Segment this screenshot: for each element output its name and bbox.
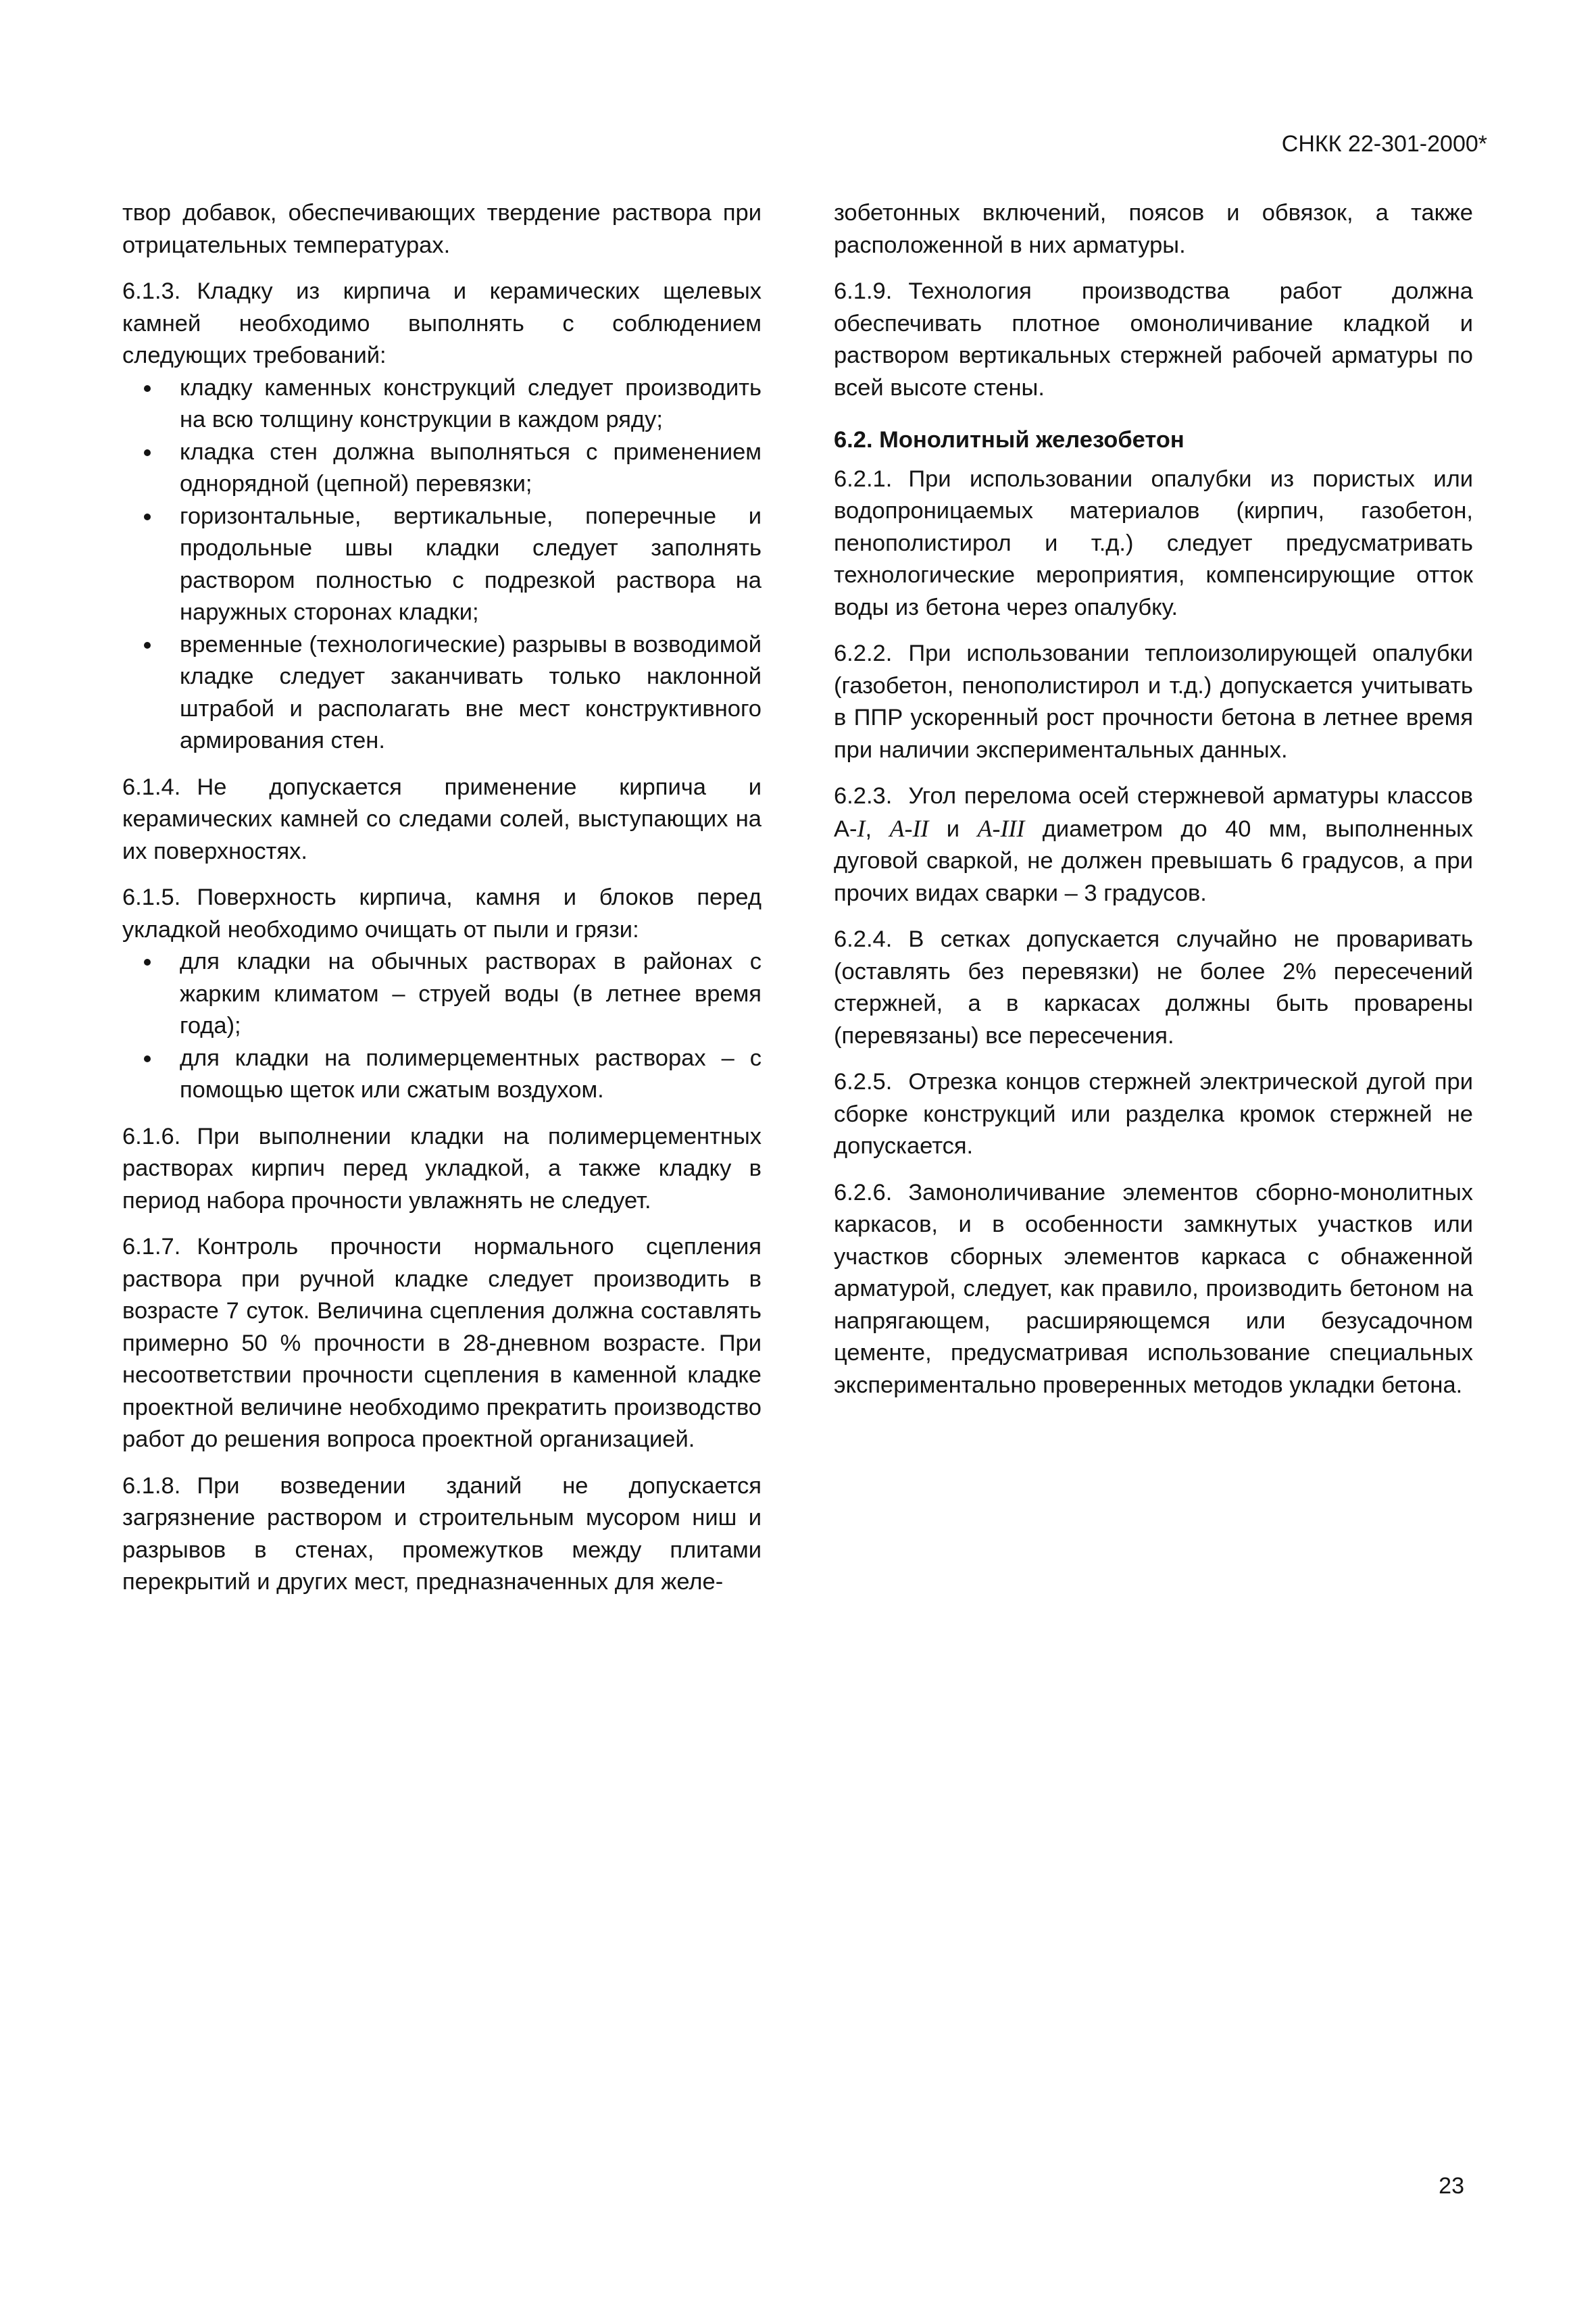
clause-text: Кладку из кирпича и керамических щелевых камней необходимо выполнять с соблюдением следующих требований:: [122, 278, 762, 368]
clause-text: Угол перелома осей стержневой арматуры классов А-: [834, 783, 1473, 842]
steel-class-3: A-III: [977, 814, 1025, 842]
clause-number: 6.1.6.: [122, 1123, 181, 1149]
paragraph-6-1-8: [122, 1470, 762, 1599]
clause-number: 6.1.4.: [122, 774, 181, 800]
clause-number: 6.1.9.: [834, 278, 893, 304]
left-column: [122, 197, 762, 1599]
paragraph-6-2-4: [834, 924, 1473, 1052]
bullet-list-6-1-5: [122, 946, 762, 1107]
clause-text: Поверхность кирпича, камня и блоков перед укладкой необходимо очищать от пыли и грязи:: [122, 885, 762, 943]
clause-text: Контроль прочности нормального сцепления раствора при ручной кладке следует производить в возрасте 7 суток. Величина сцепления должна составлять примерно 50 % прочности в 28-дневном возрасте. При несоответствии прочности сцепления в каменной кладке проектной величине необходимо прекратить производство работ до решения вопроса проектной организацией.: [122, 1234, 762, 1452]
clause-text: Не допускается применение кирпича и керамических камней со следами солей, выступающих на их поверхностях.: [122, 774, 762, 864]
paragraph-6-1-5: [122, 882, 762, 946]
clause-number: 6.2.6.: [834, 1179, 893, 1205]
bullet-list-6-1-3: [122, 372, 762, 757]
clause-text: Технология производства работ должна обеспечивать плотное омоноличивание кладкой и раствором вертикальных стержней рабочей арматуры по всей высоте стены.: [834, 278, 1473, 401]
clause-number: 6.2.4.: [834, 926, 893, 952]
list-item: кладку каменных конструкций следует производить на всю толщину конструкции в каждом ряду;: [122, 372, 762, 437]
clause-number: 6.2.5.: [834, 1069, 893, 1095]
clause-text: Отрезка концов стержней электрической дугой при сборке конструкций или разделка кромок стержней не допускается.: [834, 1069, 1473, 1159]
paragraph-6-1-6: [122, 1121, 762, 1218]
clause-text: Замоноличивание элементов сборно-монолитных каркасов, и в особенности замкнутых участков или участков сборных элементов каркаса с обнаженной арматурой, следует, как правило, производить бетоном на напрягающем, расширяющемся или безусадочном цементе, предусматривая использование специальных экспериментально проверенных методов укладки бетона.: [834, 1179, 1473, 1398]
paragraph-6-2-6: [834, 1177, 1473, 1402]
paragraph-continuation: зобетонных включений, поясов и обвязок, а также расположенной в них арматуры.: [834, 200, 1473, 258]
paragraph-6-2-2: [834, 638, 1473, 766]
clause-number: 6.2.1.: [834, 466, 893, 492]
list-item: для кладки на обычных растворах в районах с жарким климатом – струей воды (в летнее время года);: [122, 946, 762, 1043]
list-item: кладка стен должна выполняться с применением однорядной (цепной) перевязки;: [122, 437, 762, 501]
clause-text: В сетках допускается случайно не проваривать (оставлять без перевязки) не более 2% пересечений стержней, а в каркасах должны быть проварены (перевязаны) все пересечения.: [834, 926, 1473, 1049]
paragraph-6-1-4: [122, 772, 762, 868]
clause-text: При выполнении кладки на полимерцементных растворах кирпич перед укладкой, а также кладку в период набора прочности увлажнять не следует.: [122, 1123, 762, 1214]
list-item: горизонтальные, вертикальные, поперечные и продольные швы кладки следует заполнять раствором полностью с подрезкой раствора на наружных сторонах кладки;: [122, 501, 762, 629]
clause-text: и: [928, 816, 978, 842]
clause-number: 6.1.7.: [122, 1234, 181, 1260]
paragraph-6-1-3: [122, 276, 762, 372]
clause-number: 6.1.5.: [122, 885, 181, 910]
clause-text: При использовании опалубки из пористых или водопроницаемых материалов (кирпич, газобетон, пенополистирол и т.д.) следует предусматривать технологические мероприятия, компенсирующие отток воды из бетона через опалубку.: [834, 466, 1473, 620]
list-item: для кладки на полимерцементных растворах – с помощью щеток или сжатым воздухом.: [122, 1043, 762, 1107]
paragraph-6-2-3: [834, 780, 1473, 910]
clause-number: 6.1.8.: [122, 1472, 181, 1499]
steel-class-1: I: [857, 814, 866, 842]
right-column: [834, 197, 1473, 1401]
clause-text: При возведении зданий не допускается загрязнение раствором и строительным мусором ниш и разрывов в стенах, промежутков между плитами перекрытий и других мест, предназначенных для желе-: [122, 1472, 762, 1595]
clause-number: 6.2.3.: [834, 783, 893, 809]
clause-text: диаметром до 40 мм, выполненных дуговой сваркой, не должен превышать 6 градусов, а при прочих видах сварки – 3 градусов.: [834, 816, 1474, 906]
section-heading-6-2: 6.2. Монолитный железобетон: [834, 427, 1184, 453]
clause-number: 6.1.3.: [122, 278, 181, 304]
steel-class-2: A-II: [889, 814, 929, 842]
paragraph-6-2-1: [834, 464, 1473, 624]
paragraph-continuation: твор добавок, обеспечивающих твердение раствора при отрицательных температурах.: [122, 200, 762, 258]
clause-text: При использовании теплоизолирующей опалубки (газобетон, пенополистирол и т.д.) допускается учитывать в ППР ускоренный рост прочности бетона в летнее время при наличии экспериментальных данных.: [834, 641, 1473, 763]
paragraph-6-1-7: [122, 1231, 762, 1456]
clause-text: ,: [865, 816, 890, 842]
paragraph-6-2-5: [834, 1066, 1473, 1163]
page-number: 23: [1439, 2173, 1464, 2199]
document-header-code: СНКК 22-301-2000*: [1281, 131, 1487, 157]
list-item: временные (технологические) разрывы в возводимой кладке следует заканчивать только наклонной штрабой и располагать вне мест конструктивного армирования стен.: [122, 629, 762, 757]
clause-number: 6.2.2.: [834, 641, 893, 666]
paragraph-6-1-9: [834, 276, 1473, 404]
